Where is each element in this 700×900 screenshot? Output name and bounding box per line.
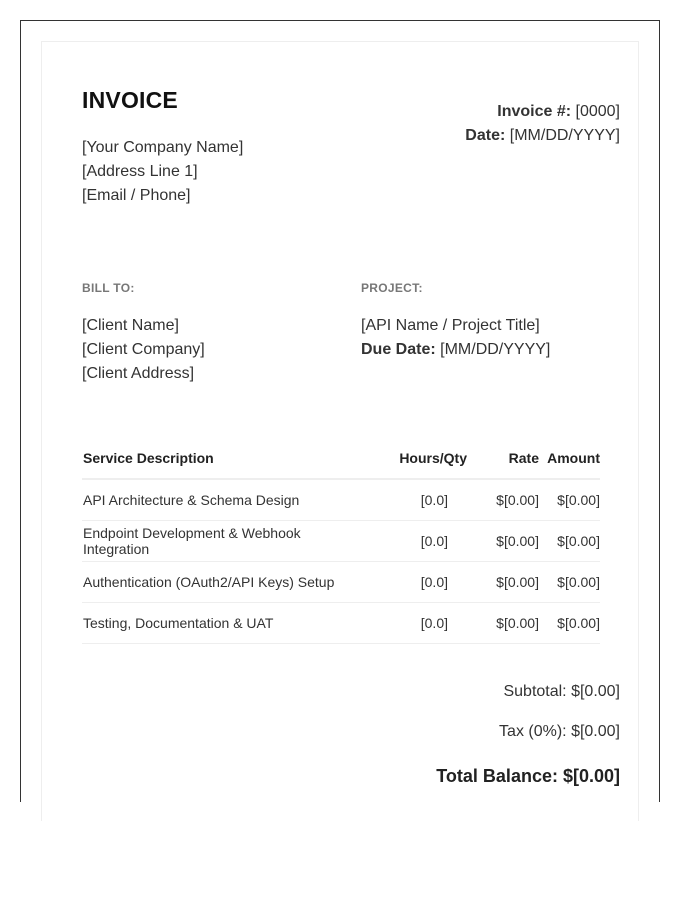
row-rate: $[0.00] [467, 521, 539, 562]
project-block [361, 314, 550, 362]
invoice-date-value: [MM/DD/YYYY] [509, 127, 620, 144]
page-frame [20, 20, 660, 802]
invoice-title: INVOICE [82, 87, 178, 113]
due-date-value: [MM/DD/YYYY] [440, 341, 551, 358]
total-balance: Total Balance: $[0.00] [436, 766, 620, 786]
header-qty: Hours/Qty [364, 438, 467, 479]
row-amount: $[0.00] [539, 479, 600, 521]
row-amount: $[0.00] [539, 521, 600, 562]
company-contact: [Email / Phone] [82, 187, 191, 204]
row-description: API Architecture & Schema Design [82, 479, 364, 521]
table-row [82, 603, 600, 644]
company-name: [Your Company Name] [82, 139, 244, 156]
invoice-number-label: Invoice #: [497, 103, 572, 120]
project-title: [API Name / Project Title] [361, 317, 540, 334]
row-qty: [0.0] [364, 479, 467, 521]
header-amount: Amount [539, 438, 600, 479]
line-items-table [82, 438, 600, 644]
client-name: [Client Name] [82, 317, 179, 334]
invoice-date-label: Date: [465, 127, 506, 144]
invoice-number [465, 100, 620, 124]
client-address: [Client Address] [82, 365, 195, 382]
row-qty: [0.0] [364, 603, 467, 644]
row-amount: $[0.00] [539, 562, 600, 603]
table-header-row [82, 438, 600, 479]
table-row [82, 521, 600, 562]
client-company: [Client Company] [82, 341, 205, 358]
invoice-sheet [41, 41, 639, 821]
due-date [361, 338, 550, 362]
row-rate: $[0.00] [467, 603, 539, 644]
bill-to-block [82, 314, 205, 386]
row-qty: [0.0] [364, 521, 467, 562]
invoice-date [465, 124, 620, 148]
table-row [82, 479, 600, 521]
row-amount: $[0.00] [539, 603, 600, 644]
table-row [82, 562, 600, 603]
due-date-label: Due Date: [361, 341, 436, 358]
bill-to-label: BILL TO: [82, 281, 135, 295]
project-label: PROJECT: [361, 281, 423, 295]
invoice-number-value: [0000] [575, 103, 620, 120]
header-description: Service Description [82, 438, 364, 479]
subtotal: Subtotal: $[0.00] [503, 683, 620, 700]
header-rate: Rate [467, 438, 539, 479]
row-description: Authentication (OAuth2/API Keys) Setup [82, 562, 364, 603]
row-description: Testing, Documentation & UAT [82, 603, 364, 644]
row-rate: $[0.00] [467, 562, 539, 603]
totals-block [436, 680, 620, 788]
row-description: Endpoint Development & Webhook Integration [82, 521, 364, 562]
row-qty: [0.0] [364, 562, 467, 603]
tax: Tax (0%): $[0.00] [499, 723, 620, 740]
row-rate: $[0.00] [467, 479, 539, 521]
invoice-meta [465, 100, 620, 148]
company-address: [Address Line 1] [82, 163, 198, 180]
company-info [82, 136, 243, 208]
